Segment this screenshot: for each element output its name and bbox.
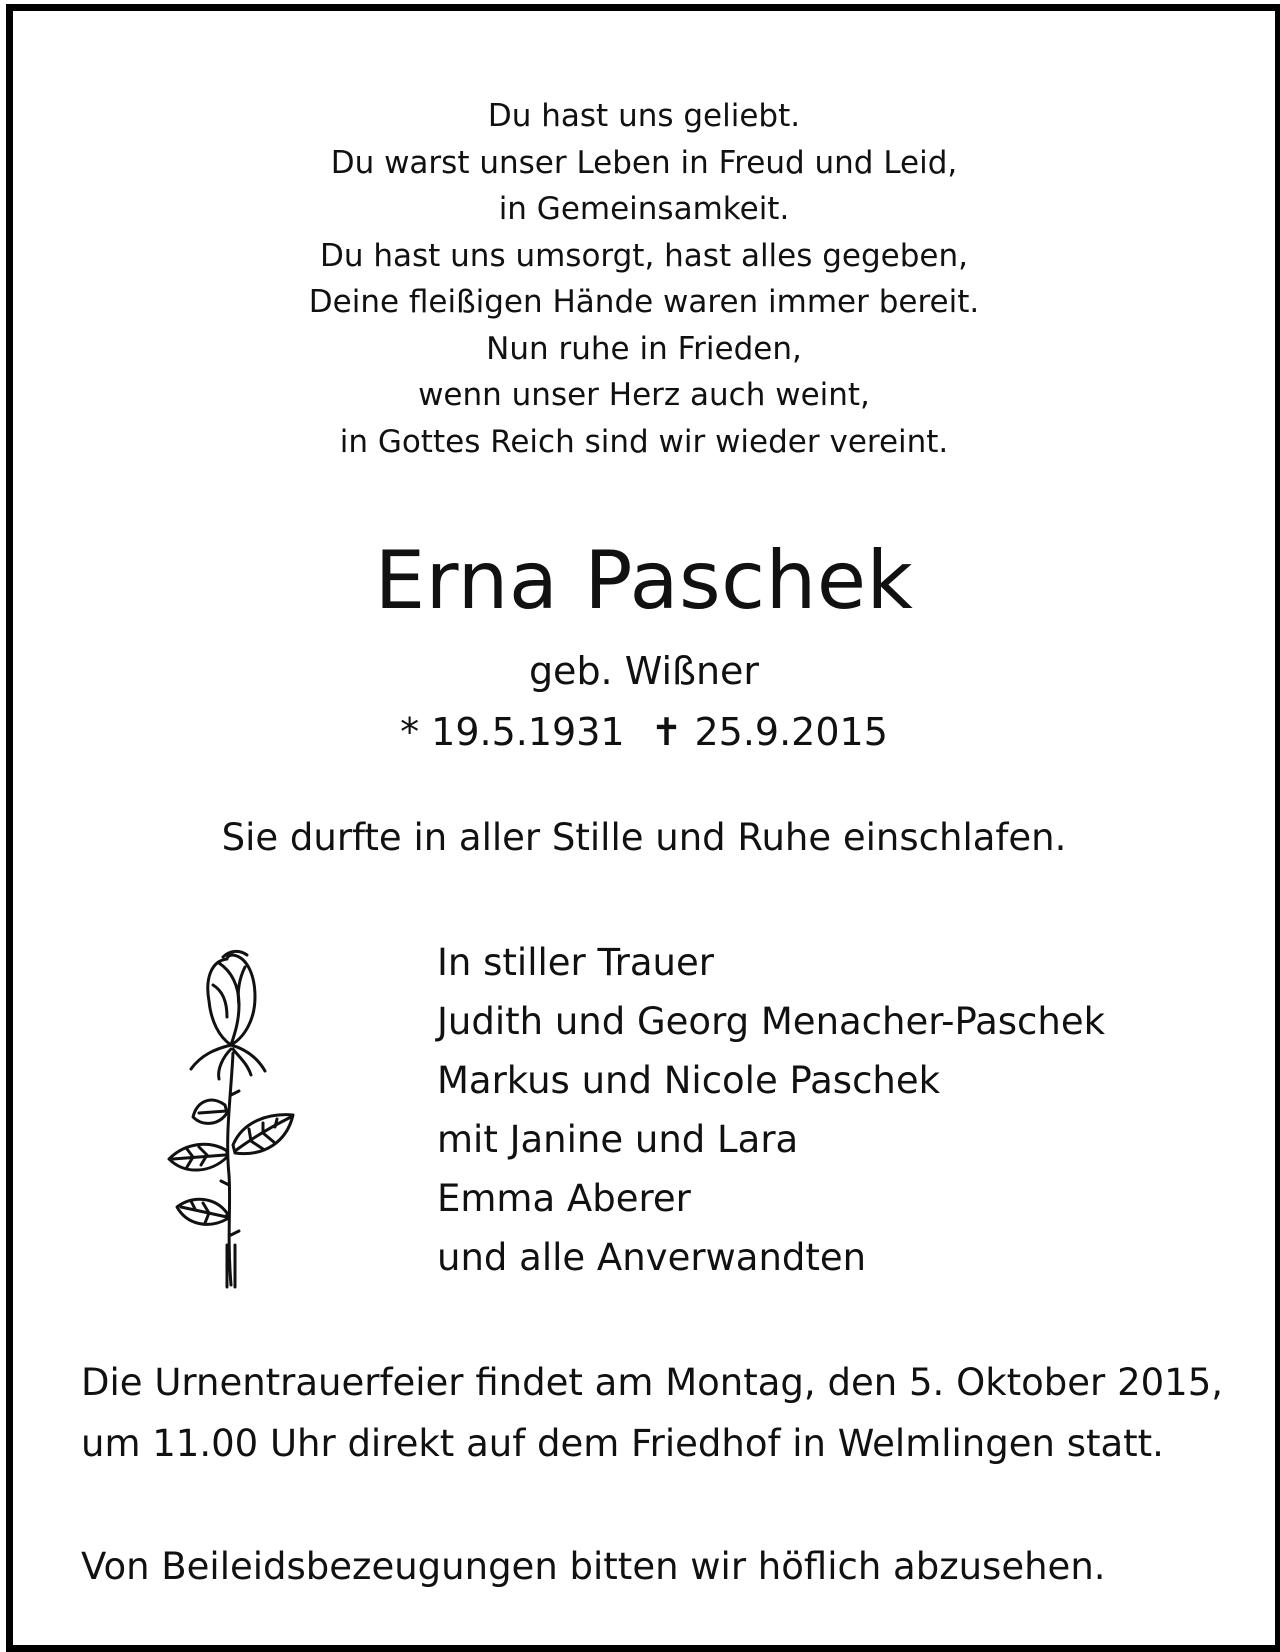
poem-line: Du hast uns umsorgt, hast alles gegeben, — [319, 237, 969, 274]
obituary-frame — [6, 4, 1280, 1652]
poem-line: Du hast uns geliebt. — [487, 98, 801, 134]
mourners-heading: In stiller Trauer — [437, 941, 714, 984]
poem-line: wenn unser Herz auch weint, — [418, 377, 870, 413]
poem-line: Deine fleißigen Hände waren immer bereit. — [308, 284, 980, 320]
mourner-name: Emma Aberer — [437, 1177, 691, 1220]
mourner-name: und alle Anverwandten — [437, 1236, 867, 1279]
sleep-statement: Sie durfte in aller Stille und Ruhe einschlafen. — [221, 816, 1067, 859]
life-dates — [13, 707, 1275, 757]
maiden-name: geb. Wißner — [528, 649, 760, 693]
ceremony-announcement: Die Urnentrauerfeier findet am Montag, den 5. Oktober 2015, um 11.00 Uhr direkt auf dem Friedhof in Welmlingen statt. — [81, 1361, 1223, 1465]
condolence-note: Von Beileidsbezeugungen bitten wir höflich abzusehen. — [81, 1545, 1106, 1588]
poem-line: Du warst unser Leben in Freud und Leid, — [330, 144, 958, 181]
birth-date: * 19.5.1931 — [400, 710, 625, 754]
death-date: ✝ 25.9.2015 — [650, 710, 888, 754]
poem-line: in Gemeinsamkeit. — [498, 191, 790, 227]
mourner-name: mit Janine und Lara — [437, 1118, 799, 1161]
poem — [13, 93, 1275, 465]
mourner-name: Judith und Georg Menacher-Paschek — [437, 1000, 1106, 1043]
deceased-name: Erna Paschek — [374, 534, 914, 627]
mourner-name: Markus und Nicole Paschek — [437, 1059, 941, 1102]
poem-line: Nun ruhe in Frieden, — [486, 330, 802, 367]
rose-icon — [147, 945, 307, 1295]
poem-line: in Gottes Reich sind wir wieder vereint. — [339, 423, 949, 460]
mourners-list — [437, 933, 1105, 1287]
